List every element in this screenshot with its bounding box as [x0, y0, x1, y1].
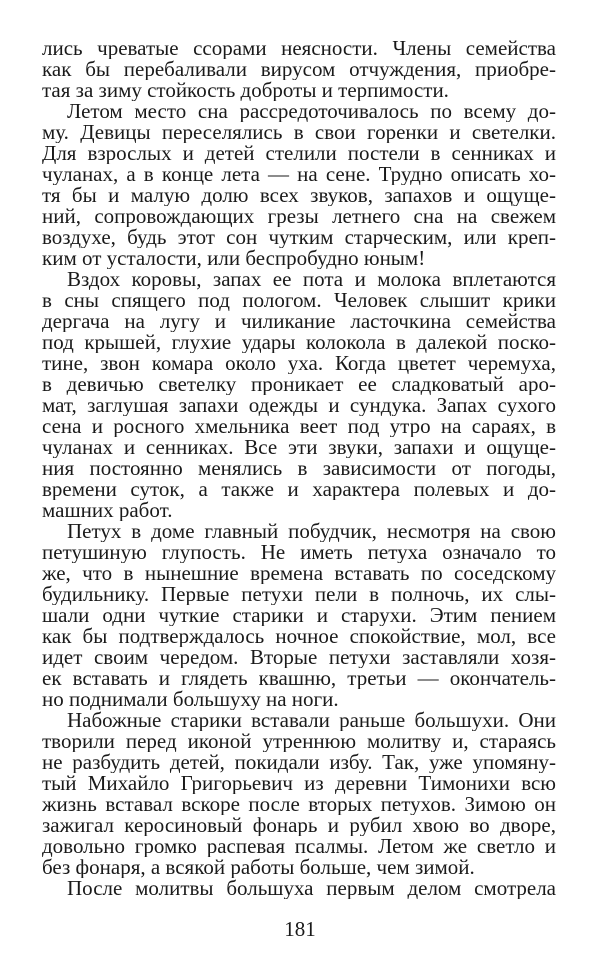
text-line: же, что в нынешние времена вставать по соседскому [42, 563, 556, 584]
text-line: времени суток, а также и характера полевых и до- [42, 479, 556, 500]
text-line: тый Михайло Григорьевич из деревни Тимонихи всю [42, 773, 556, 794]
text-line: ний, сопровождающих грезы летнего сна на свежем [42, 206, 556, 227]
text-line: сена и росного хмельника веет под утро на сараях, в [42, 416, 556, 437]
text-line: в девичью светелку проникает ее сладковатый аро- [42, 374, 556, 395]
page-number: 181 [284, 917, 316, 941]
text-line: под крышей, глухие удары колокола в далекой поско- [42, 332, 556, 353]
paragraph [42, 878, 556, 899]
text-line: Набожные старики вставали раньше большухи. Они [67, 710, 556, 731]
text-line: Для взрослых и детей стелили постели в сенниках и [42, 143, 556, 164]
text-line: зажигал керосиновый фонарь и рубил хвою во дворе, [42, 815, 556, 836]
text-line: воздухе, будь этот сон чутким старческим, или креп- [42, 227, 556, 248]
text-line: ек вставать и глядеть квашню, третьи — окончатель- [42, 668, 556, 689]
paragraph [42, 101, 556, 269]
text-line: мат, заглушая запахи одежды и сундука. Запах сухого [42, 395, 556, 416]
text-line: машних работ. [42, 500, 173, 521]
text-line: чуланах и сенниках. Все эти звуки, запахи и ощуще- [42, 437, 556, 458]
text-line: шали одни чуткие старики и старухи. Этим пением [42, 605, 556, 626]
text-line: Летом место сна рассредоточивалось по всему до- [67, 101, 556, 122]
text-line: му. Девицы переселялись в свои горенки и светелки. [42, 122, 556, 143]
paragraph [42, 269, 556, 521]
text-line: лись чреватые ссорами неясности. Члены семейства [42, 38, 556, 59]
text-line: не разбудить детей, покидали избу. Так, уже упомяну- [42, 752, 556, 773]
text-line: Вздох коровы, запах ее пота и молока вплетаются [67, 269, 556, 290]
text-line: жизнь вставал вскоре после вторых петухов. Зимою он [42, 794, 556, 815]
text-line: идет своим чередом. Вторые петухи заставляли хозя- [42, 647, 556, 668]
text-line: как бы подтверждалось ночное спокойствие, мол, все [42, 626, 556, 647]
text-line: ким от усталости, или беспробудно юным! [42, 248, 426, 269]
text-line: дергача на лугу и чиликание ласточкина семейства [42, 311, 556, 332]
text-line: тая за зиму стойкость доброты и терпимости. [42, 80, 449, 101]
text-line: петушиную глупость. Не иметь петуха означало то [42, 542, 556, 563]
text-line: тине, звон комара около уха. Когда цветет черемуха, [42, 353, 556, 374]
text-line: Петух в доме главный побудчик, несмотря на свою [67, 521, 556, 542]
text-line: в сны спящего под пологом. Человек слышит крики [42, 290, 556, 311]
text-line: довольно громко распевая псалмы. Летом же светло и [42, 836, 556, 857]
text-line: творили перед иконой утреннюю молитву и, стараясь [42, 731, 556, 752]
paragraph [42, 710, 556, 878]
paragraph [42, 521, 556, 710]
text-line: чуланах, а в конце лета — на сене. Трудно описать хо- [42, 164, 556, 185]
paragraph [42, 38, 556, 101]
text-line: без фонаря, а всякой работы больше, чем зимой. [42, 857, 475, 878]
text-line: ния постоянно менялись в зависимости от погоды, [42, 458, 556, 479]
page-body-text [42, 38, 556, 899]
text-line: как бы перебаливали вирусом отчуждения, приобре- [42, 59, 556, 80]
text-line: но поднимали большуху на ноги. [42, 689, 339, 710]
text-line: тя бы и малую долю всех звуков, запахов и ощуще- [42, 185, 556, 206]
text-line: будильнику. Первые петухи пели в полночь, их слы- [42, 584, 556, 605]
text-line: После молитвы большуха первым делом смотрела [67, 878, 556, 899]
